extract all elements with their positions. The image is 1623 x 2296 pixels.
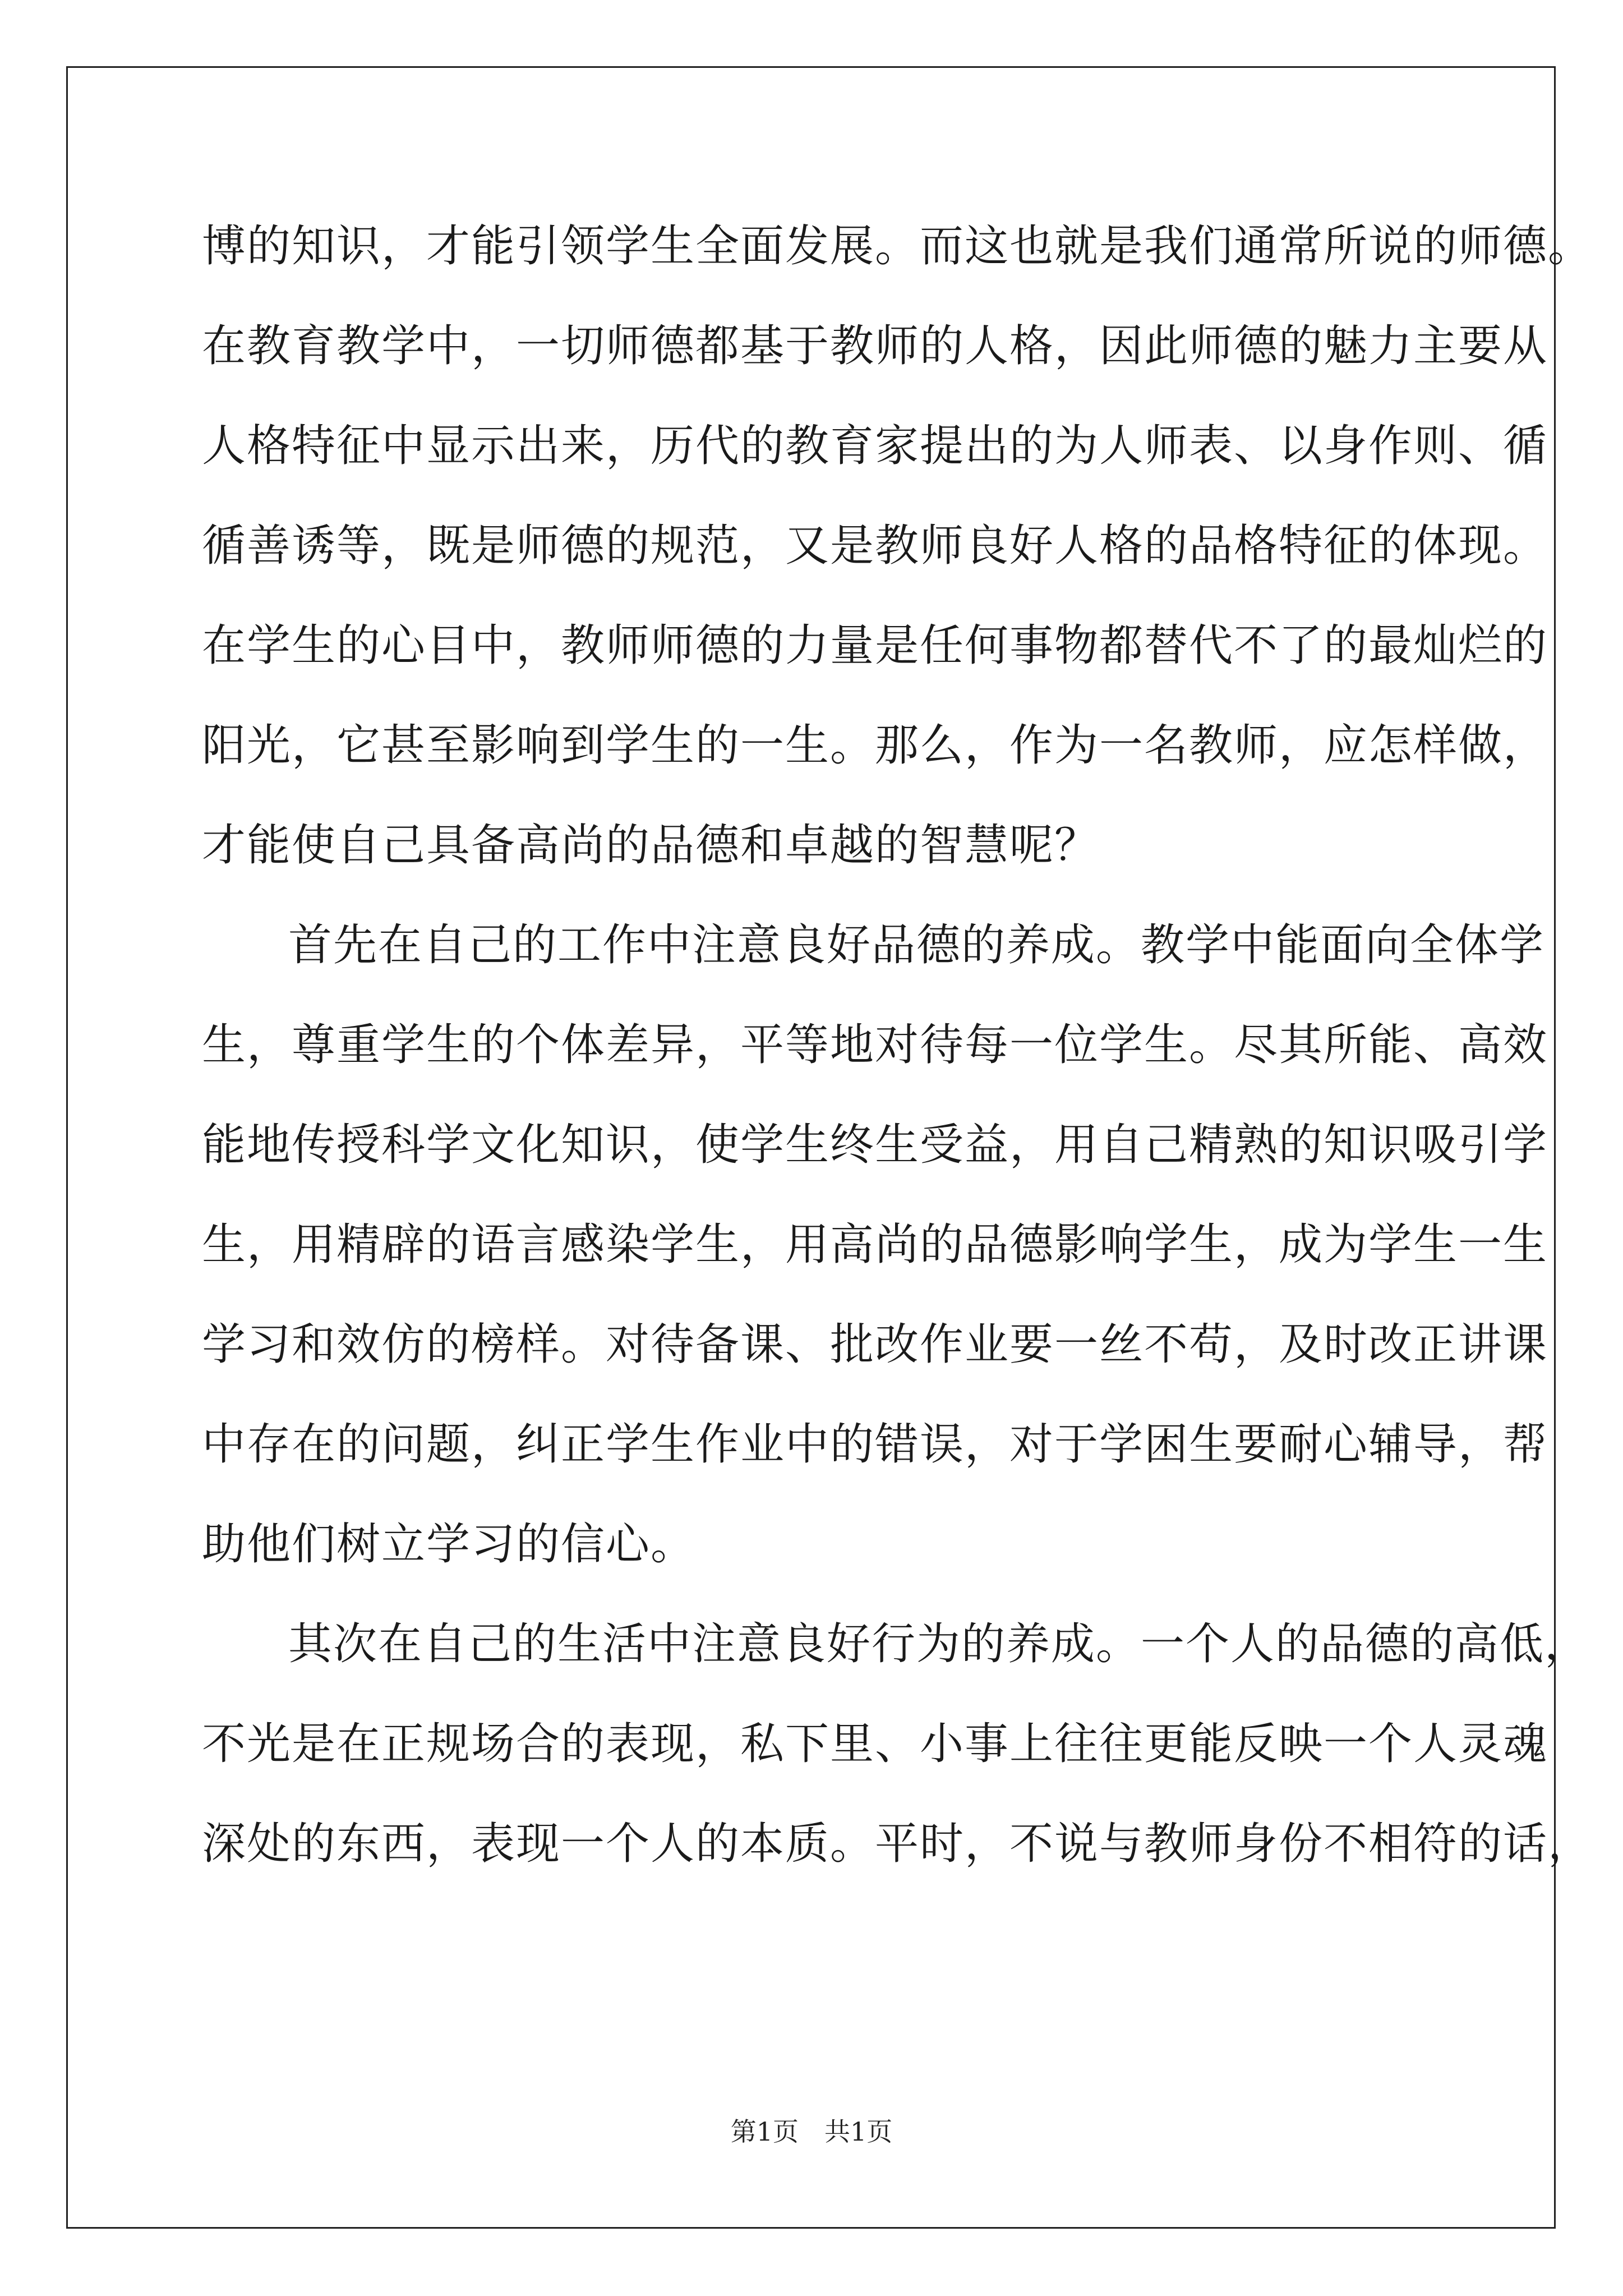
text-line: 循善诱等，既是师德的规范，又是教师良好人格的品格特征的体现。 [202, 521, 1548, 571]
text-line: 生，用精辟的语言感染学生，用高尚的品德影响学生，成为学生一生 [202, 1220, 1548, 1270]
text-line: 在学生的心目中，教师师德的力量是任何事物都替代不了的最灿烂的 [202, 620, 1548, 671]
text-line: 中存在的问题，纠正学生作业中的错误，对于学困生要耐心辅导，帮 [202, 1419, 1548, 1470]
text-line: 学习和效仿的榜样。对待备课、批改作业要一丝不苟，及时改正讲课 [202, 1319, 1548, 1370]
paragraph-start-line: 其次在自己的生活中注意良好行为的养成。一个人的品德的高低， [288, 1619, 1590, 1669]
document-body [202, 196, 1593, 1894]
text-line: 人格特征中显示出来，历代的教育家提出的为人师表、以身作则、循 [202, 421, 1548, 471]
text-line: 助他们树立学习的信心。 [202, 1519, 696, 1570]
paragraph-start-line: 首先在自己的工作中注意良好品德的养成。教学中能面向全体学 [288, 920, 1545, 970]
text-line: 深处的东西，表现一个人的本质。平时，不说与教师身份不相符的话， [202, 1819, 1593, 1869]
page-number-footer: 第1页 共1页 [730, 2116, 893, 2147]
text-line: 生，尊重学生的个体差异，平等地对待每一位学生。尽其所能、高效 [202, 1020, 1548, 1070]
text-line: 不光是在正规场合的表现，私下里、小事上往往更能反映一个人灵魂 [202, 1719, 1548, 1769]
text-line: 博的知识，才能引领学生全面发展。而这也就是我们通常所说的师德。 [202, 221, 1593, 272]
text-line: 才能使自己具备高尚的品德和卓越的智慧呢？ [202, 820, 1100, 871]
text-line: 阳光，它甚至影响到学生的一生。那么，作为一名教师，应怎样做， [202, 720, 1548, 771]
text-line: 在教育教学中，一切师德都基于教师的人格，因此师德的魅力主要从 [202, 321, 1548, 371]
text-line: 能地传授科学文化知识，使学生终生受益，用自己精熟的知识吸引学 [202, 1120, 1548, 1170]
